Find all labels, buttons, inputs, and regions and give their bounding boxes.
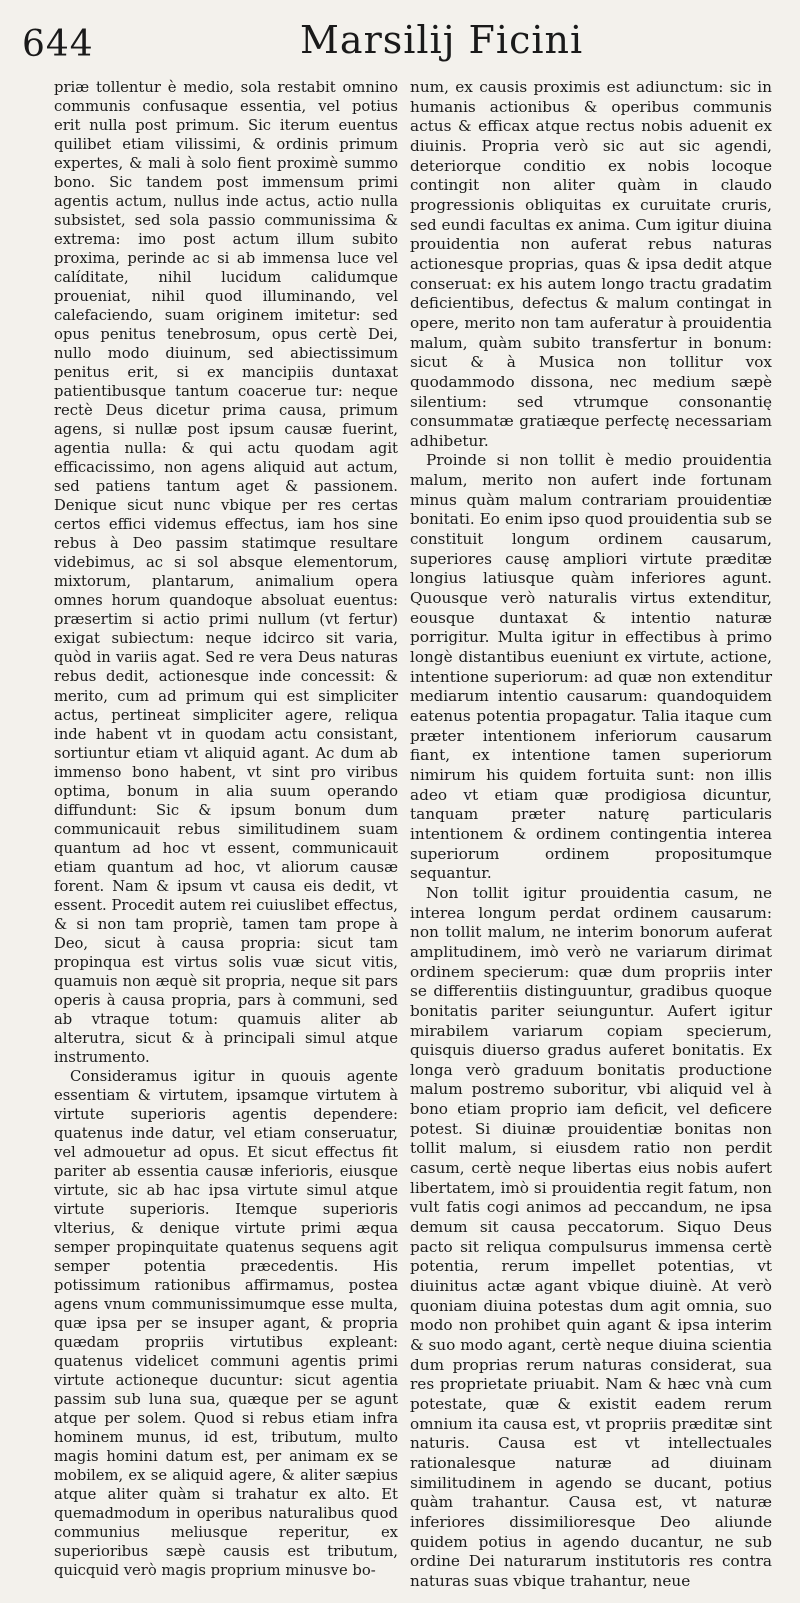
- left-column: [54, 78, 398, 1580]
- paragraph: Consideramus igitur in quouis agente essentiam & virtutem, ipsamque virtutem à virtute superioris agentis dependere: quatenus inde datur, vel etiam conseruatur, vel admouetur ad opus. Et sicut effectus fit pariter ab essentia causæ inferioris, eiusque virtute, sic ab hac ipsa virtute simul atque virtute superioris. Itemque superioris vlterius, & denique virtute primi æqua semper propinquitate quatenus sequens agit semper potentia præcedentis. His potissimum rationibus affirmamus, postea agens vnum communissimumque esse multa, quæ ipsa per se insuper agant, & propria quædam propriis virtutibus expleant: quatenus videlicet communi agentis primi virtute actioneque ducuntur: sicut agentia passim sub luna sua, quæque per se agunt atque per solem. Quod si rebus etiam infra hominem munus, id est, tributum, multo magis homini datum est, per animam ex se mobilem, ex se aliquid agere, & aliter sæpius atque aliter quàm si trahatur ex alto. Et quemadmodum in operibus naturalibus quod communius meliusque reperitur, ex superioribus sæpè causis est tributum, quicquid verò magis proprium minusve bo-: [54, 1067, 398, 1580]
- paragraph: Non tollit igitur prouidentia casum, ne interea longum perdat ordinem causarum: non tollit malum, ne interim bonorum auferat amplitudinem, imò verò ne variarum dirimat ordinem specierum: quæ dum propriis inter se differentiis distinguuntur, gradibus quoque bonitatis pariter seiunguntur. Aufert igitur mirabilem variarum copiam specierum, quisquis diuerso gradus auferet bonitatis. Ex longa verò graduum bonitatis productione malum postremo suboritur, vbi aliquid vel à bono etiam proprio iam deficit, vel deficere potest. Si diuinæ prouidentiæ bonitas non tollit malum, si eiusdem ratio non perdit casum, certè neque libertas eius nobis aufert libertatem, imò si prouidentia regit fatum, non vult fatis cogi animos ad peccandum, ne ipsa demum sit causa peccatorum. Siquo Deus pacto sit reliqua compulsurus immensa certè potentia, rerum impellet potentias, vt diuinitus actæ agant vbique diuinè. At verò quoniam diuina potestas dum agit omnia, suo modo non prohibet quin agant & ipsa interim & suo modo agant, certè neque diuina scientia dum proprias rerum naturas considerat, sua res proprietate priuabit. Nam & hæc vnà cum potestate, quæ & existit eadem rerum omnium ita causa est, vt propriis præditæ sint naturis. Causa est vt intellectuales rationalesque naturæ ad diuinam similitudinem in agendo se ducant, potius quàm trahantur. Causa est, vt naturæ inferiores dissimilioresque Deo aliunde quidem potius in agendo ducantur, ne sub ordine Dei naturarum institutoris res contra naturas suas vbique trahantur, neue: [410, 883, 772, 1590]
- paragraph: num, ex causis proximis est adiunctum: sic in humanis actionibus & operibus communis actus & efficax atque rectus nobis aduenit ex diuinis. Propria verò sic aut sic agendi, deteriorque conditio ex nobis locoque contingit non aliter quàm in claudo progressionis obliquitas ex curuitate cruris, sed eundi facultas ex anima. Cum igitur diuina prouidentia non auferat rebus naturas actionesque proprias, quas & ipsa dedit atque conseruat: ex his autem longo tractu gradatim deficientibus, defectus & malum contingat in opere, merito non tam auferatur à prouidentia malum, quàm subito transfertur in bonum: sicut & à Musica non tollitur vox quodammodo dissona, nec medium sæpè silentium: sed vtrumque consonantię consummatæ gratiæque perfectę necessariam adhibetur.: [410, 78, 772, 450]
- running-title: Marsilij Ficini: [300, 18, 584, 62]
- paragraph: priæ tollentur è medio, sola restabit omnino communis confusaque essentia, vel potius erit nulla post primum. Sic iterum euentus quilibet etiam vilissimi, & ordinis primum expertes, & mali à solo fient proximè summo bono. Sic tandem post immensum primi agentis actum, nullus inde actus, actio nulla subsistet, sed sola passio communissima & extrema: imo post actum illum subito proxima, perinde ac si ab immensa luce vel calíditate, nihil lucidum calidumque proueniat, nihil quod illuminando, vel calefaciendo, suam originem imitetur: sed opus penitus tenebrosum, opus certè Dei, nullo modo diuinum, sed abiectissimum penitus erit, si ex mancipiis duntaxat patientibusque tantum coacerue tur: neque rectè Deus dicetur prima causa, primum agens, si nullæ post ipsum causæ fuerint, agentia nulla: & qui actu quodam agit efficacissimo, non agens aliquid aut actum, sed patiens tantum aget & passionem. Denique sicut nunc vbique per res certas certos effici videmus effectus, iam hos sine rebus à Deo passim statimque resultare videbimus, ac si sol absque elementorum, mixtorum, plantarum, animalium opera omnes horum quandoque absoluat euentus: præsertim si actio primi nullum (vt fertur) exigat subiectum: neque idcirco sit varia, quòd in variis agat. Sed re vera Deus naturas rebus dedit, actionesque inde concessit: & merito, cum ad primum qui est simpliciter actus, pertineat simpliciter agere, reliqua inde habent vt in quodam actu consistant, sortiuntur etiam vt aliquid agant. Ac dum ab immenso bono habent, vt sint pro viribus optima, bonum in alia suum operando diffundunt: Sic & ipsum bonum dum communicauit rebus similitudinem suam quantum ad hoc vt essent, communicauit etiam quantum ad hoc, vt aliorum causæ forent. Nam & ipsum vt causa eis dedit, vt essent. Procedit autem rei cuiuslibet effectus, & si non tam propriè, tamen tam prope à Deo, sicut à causa propria: sicut tam propinqua est virtus solis vuæ sicut vitis, quamuis non æquè sit propria, neque sit pars operis à causa propria, pars à communi, sed ab vtraque totum: quamuis aliter ab alterutra, sicut & à principali simul atque instrumento.: [54, 79, 398, 1066]
- right-column: [410, 78, 772, 1592]
- page-number: 644: [22, 24, 94, 65]
- page-header: [0, 16, 800, 76]
- paragraph: Proinde si non tollit è medio prouidentia malum, merito non aufert inde fortunam minus quàm malum contrariam prouidentiæ bonitati. Eo enim ipso quod prouidentia sub se constituit longum ordinem causarum, superiores causę ampliori virtute præditæ longius latiusque quàm inferiores agunt. Quousque verò naturalis virtus extenditur, eousque duntaxat & intentio naturæ porrigitur. Multa igitur in effectibus à primo longè distantibus eueniunt ex virtute, actione, intentione superiorum: ad quæ non extenditur mediarum intentio causarum: quandoquidem eatenus potentia propagatur. Talia itaque cum præter intentionem inferiorum causarum fiant, ex intentione tamen superiorum nimirum his quidem fortuita sunt: non illis adeo vt etiam quæ prodigiosa dicuntur, tanquam præter naturę particularis intentionem & ordinem contingentia interea superiorum ordinem propositumque sequantur.: [410, 451, 772, 883]
